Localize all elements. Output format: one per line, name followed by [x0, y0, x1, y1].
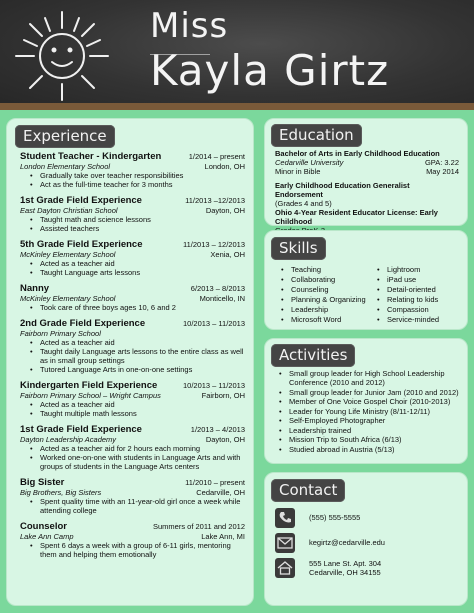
house-icon [275, 558, 295, 578]
job-org-row [20, 391, 245, 400]
activity-item: • Member of One Voice Gospel Choir (2010-2013) [269, 397, 461, 406]
job-bullet: • Acted as a teacher aid [20, 259, 245, 268]
phone-icon [275, 508, 295, 528]
job-bullet: • Taught daily Language arts lessons to the entire class as well as in small group settings [20, 347, 245, 365]
job-location: Monticello, IN [199, 294, 245, 303]
contact-address-line1: 555 Lane St. Apt. 304 [309, 558, 382, 568]
skill-item: • Service-minded [369, 315, 439, 325]
job-title: Counselor [20, 521, 67, 532]
job-date: 10/2013 – 11/2013 [182, 319, 245, 328]
job-org-row [20, 488, 245, 497]
skill-item: • Planning & Organizing [273, 295, 369, 305]
experience-item [20, 380, 245, 418]
job-header-row [20, 477, 245, 488]
education-card [264, 118, 468, 226]
job-organization: London Elementary School [20, 162, 111, 171]
job-bullet: • Spent 6 days a week with a group of 6-11 girls, mentoring them and helping them emotionally [20, 541, 245, 559]
activity-item: • Leadership trained [269, 426, 461, 435]
job-header-row [20, 195, 245, 206]
activities-card [264, 338, 468, 464]
job-bullet: • Acted as a teacher aid for 2 hours each morning [20, 444, 245, 453]
job-organization: Big Brothers, Big Sisters [20, 488, 102, 497]
job-bullet: • Taught Language arts lessons [20, 268, 245, 277]
experience-list [20, 151, 245, 565]
skills-column-2 [369, 265, 439, 325]
job-header-row [20, 521, 245, 532]
job-header-row [20, 424, 245, 435]
smiling-sun-icon [10, 4, 114, 104]
job-bullet: • Acted as a teacher aid [20, 338, 245, 347]
education-degree: Bachelor of Arts in Early Childhood Education [275, 149, 440, 158]
contact-phone[interactable]: (555) 555-5555 [309, 513, 361, 522]
contact-title: Contact [271, 479, 345, 502]
contact-address-row [265, 555, 461, 580]
skill-item: • Counseling [273, 285, 369, 295]
job-org-row [20, 206, 245, 215]
job-bullets [20, 215, 245, 233]
job-bullets [20, 303, 245, 312]
job-org-row [20, 329, 245, 338]
job-org-row [20, 532, 245, 541]
experience-card [6, 118, 254, 606]
job-bullets [20, 400, 245, 418]
activities-list [269, 369, 461, 454]
job-title: 5th Grade Field Experience [20, 239, 143, 250]
experience-item [20, 318, 245, 374]
job-location: Dayton, OH [205, 206, 245, 215]
job-bullets [20, 541, 245, 559]
job-organization: Fairborn Primary School [20, 329, 101, 338]
activity-item: • Self-Employed Photographer [269, 416, 461, 425]
skill-item: • Leadership [273, 305, 369, 315]
contact-email[interactable]: kegirtz@cedarville.edu [309, 538, 385, 547]
education-minor: Minor in Bible [275, 167, 321, 176]
activity-item: • Small group leader for High School Leadership Conference (2010 and 2012) [269, 369, 461, 387]
license-title: Ohio 4-Year Resident Educator License: Early Childhood [275, 208, 438, 226]
experience-item [20, 151, 245, 189]
education-gpa: GPA: 3.22 [424, 158, 459, 167]
education-title: Education [271, 124, 362, 147]
job-org-row [20, 250, 245, 259]
job-organization: East Dayton Christian School [20, 206, 118, 215]
job-organization: McKinley Elementary School [20, 294, 116, 303]
job-organization: Lake Ann Camp [20, 532, 74, 541]
job-bullet: • Worked one-on-one with students in Language Arts and with groups of students in the Language Arts centers [20, 453, 245, 471]
experience-item [20, 424, 245, 471]
job-location: Cedarville, OH [196, 488, 245, 497]
activity-item: • Mission Trip to South Africa (6/13) [269, 435, 461, 444]
job-bullets [20, 444, 245, 471]
job-title: 2nd Grade Field Experience [20, 318, 146, 329]
activity-item: • Small group leader for Junior Jam (2010 and 2012) [269, 388, 461, 397]
job-bullet: • Act as the full-time teacher for 3 months [20, 180, 245, 189]
job-header-row [20, 283, 245, 294]
skill-item: • Teaching [273, 265, 369, 275]
skill-item: • Relating to kids [369, 295, 439, 305]
header-name: Kayla Girtz [150, 46, 390, 95]
job-date: 10/2013 – 11/2013 [182, 381, 245, 390]
education-school: Cedarville University [275, 158, 344, 167]
job-title: 1st Grade Field Experience [20, 195, 142, 206]
job-bullet: • Taught math and science lessons [20, 215, 245, 224]
job-org-row [20, 294, 245, 303]
job-title: Nanny [20, 283, 50, 294]
job-date: 1/2014 – present [188, 152, 245, 161]
job-bullet: • Acted as a teacher aid [20, 400, 245, 409]
job-location: Lake Ann, MI [201, 532, 245, 541]
job-date: Summers of 2011 and 2012 [152, 522, 245, 531]
job-bullet: • Taught multiple math lessons [20, 409, 245, 418]
experience-item [20, 521, 245, 559]
experience-item [20, 195, 245, 233]
header-title-miss: Miss [150, 6, 229, 46]
job-bullets [20, 338, 245, 374]
job-org-row [20, 162, 245, 171]
skill-item: • iPad use [369, 275, 439, 285]
job-date: 1/2013 – 4/2013 [190, 425, 245, 434]
contact-address-line2: Cedarville, OH 34155 [309, 567, 381, 577]
job-header-row [20, 151, 245, 162]
skill-item: • Lightroom [369, 265, 439, 275]
job-bullet: • Spent quality time with an 11-year-old girl once a week while attending college [20, 497, 245, 515]
contact-phone-row [265, 505, 461, 530]
job-bullet: • Assisted teachers [20, 224, 245, 233]
skills-title: Skills [271, 237, 326, 260]
job-bullet: • Tutored Language Arts in one-on-one settings [20, 365, 245, 374]
contact-card [264, 472, 468, 606]
job-bullets [20, 171, 245, 189]
endorsement-title: Early Childhood Education Generalist Endorsement [275, 181, 410, 199]
chalkboard-header [0, 0, 474, 110]
education-grad-date: May 2014 [426, 167, 459, 176]
experience-title: Experience [15, 125, 115, 148]
skills-card [264, 230, 468, 330]
job-organization: Dayton Leadership Academy [20, 435, 117, 444]
skill-item: • Microsoft Word [273, 315, 369, 325]
experience-item [20, 239, 245, 277]
job-organization: Fairborn Primary School – Wright Campus [20, 391, 161, 400]
experience-item [20, 477, 245, 515]
job-header-row [20, 318, 245, 329]
envelope-icon [275, 533, 295, 553]
job-header-row [20, 239, 245, 250]
job-title: 1st Grade Field Experience [20, 424, 142, 435]
activity-item: • Leader for Young Life Ministry (8/11-12/11) [269, 407, 461, 416]
job-title: Big Sister [20, 477, 65, 488]
job-title: Kindergarten Field Experience [20, 380, 158, 391]
skill-item: • Collaborating [273, 275, 369, 285]
job-organization: McKinley Elementary School [20, 250, 116, 259]
job-location: Dayton, OH [205, 435, 245, 444]
job-bullets [20, 259, 245, 277]
job-bullet: • Gradually take over teacher responsibilities [20, 171, 245, 180]
job-location: Fairborn, OH [201, 391, 245, 400]
activities-title: Activities [271, 344, 355, 367]
job-header-row [20, 380, 245, 391]
chalkboard-frame [0, 103, 474, 110]
job-title: Student Teacher - Kindergarten [20, 151, 162, 162]
job-date: 11/2013 –12/2013 [185, 196, 245, 205]
skill-item: • Detail-oriented [369, 285, 439, 295]
job-date: 11/2013 – 12/2013 [182, 240, 245, 249]
job-bullet: • Took care of three boys ages 10, 6 and 2 [20, 303, 245, 312]
activity-item: • Studied abroad in Austria (5/13) [269, 445, 461, 454]
contact-email-row [265, 530, 461, 555]
job-date: 6/2013 – 8/2013 [190, 284, 245, 293]
job-org-row [20, 435, 245, 444]
skill-item: • Compassion [369, 305, 439, 315]
experience-item [20, 283, 245, 312]
job-location: London, OH [204, 162, 245, 171]
skills-column-1 [273, 265, 369, 325]
job-location: Xenia, OH [210, 250, 245, 259]
job-date: 11/2010 – present [185, 478, 245, 487]
endorsement-grades: (Grades 4 and 5) [275, 199, 332, 208]
job-bullets [20, 497, 245, 515]
